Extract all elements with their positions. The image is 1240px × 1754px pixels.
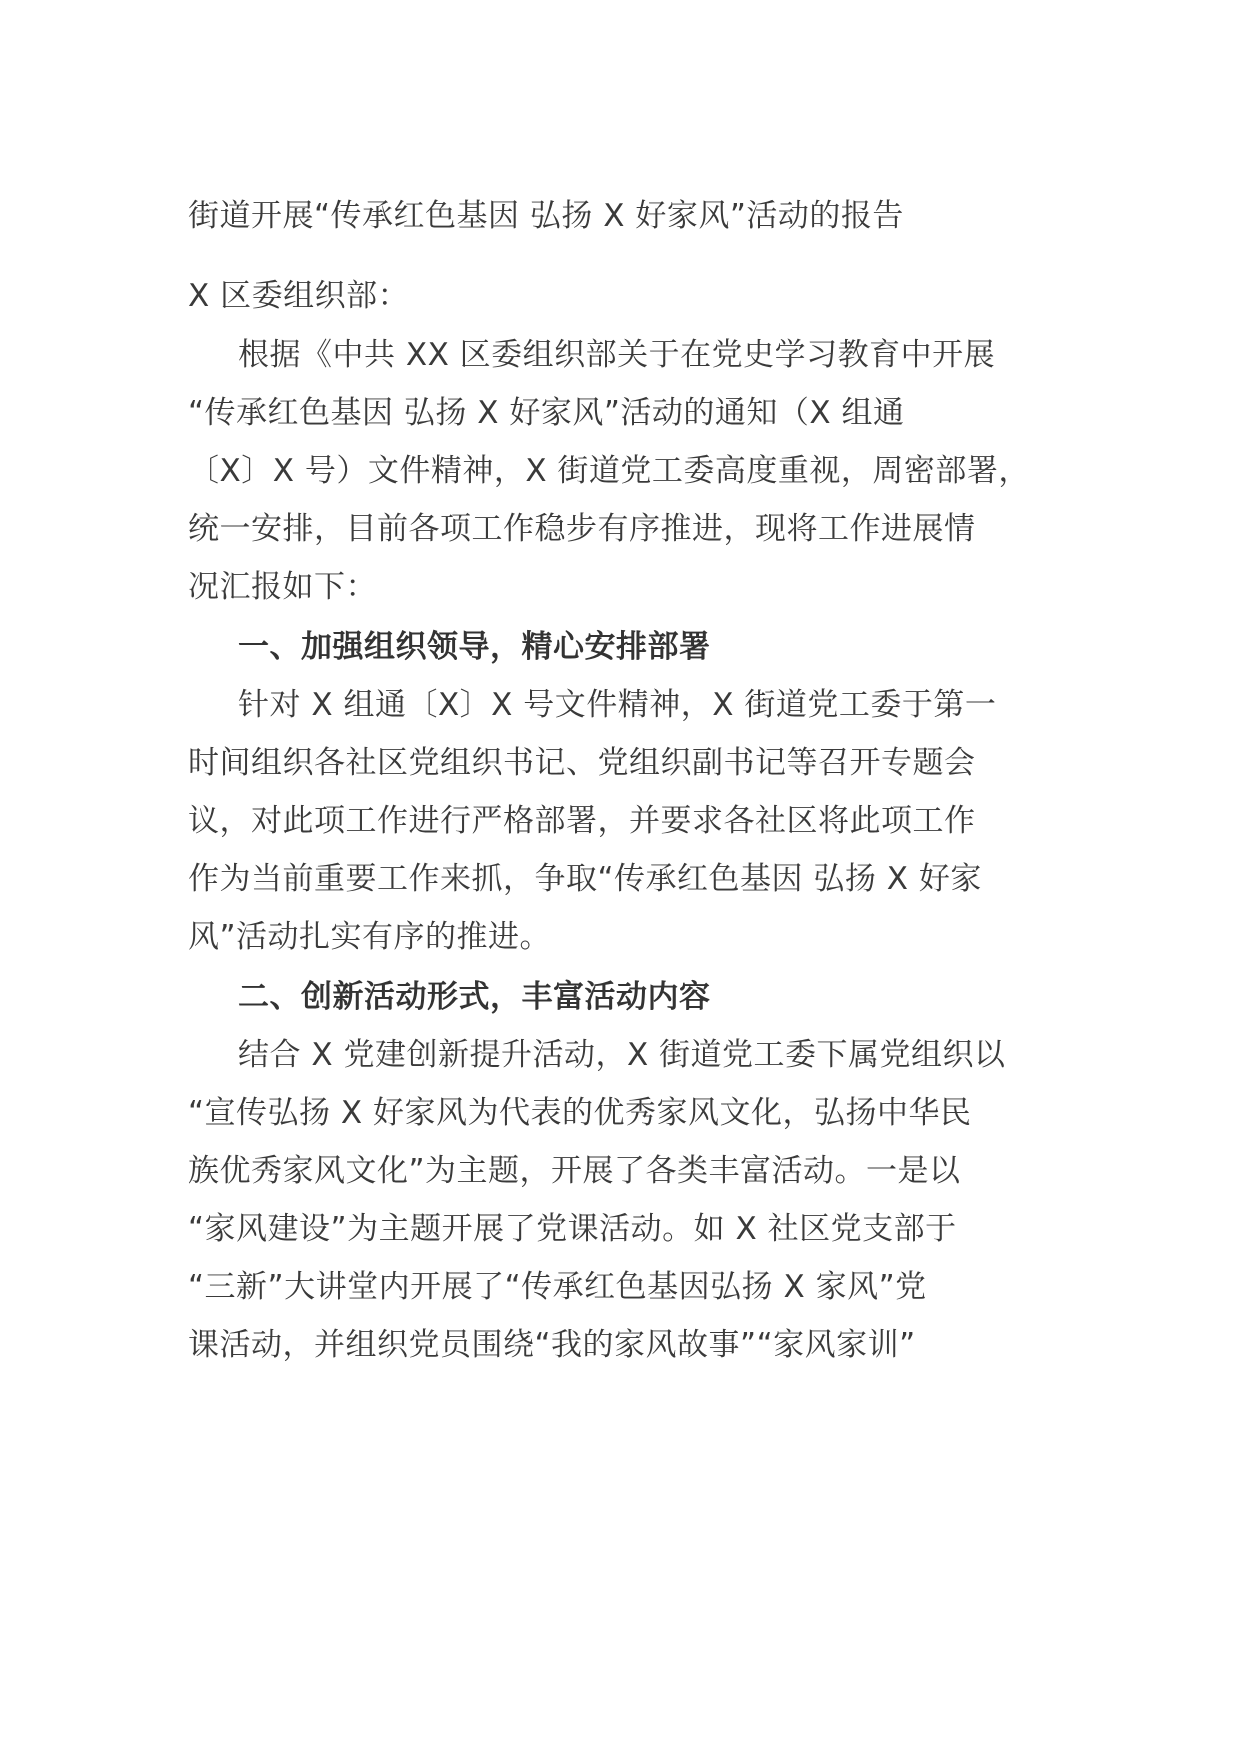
paragraph-2-line-4: 作为当前重要工作来抓，争取“传承红色基因 弘扬 X 好家 <box>188 861 982 897</box>
section-heading-1: 一、加强组织领导，精心安排部署 <box>238 629 711 665</box>
paragraph-1-line-1: 根据《中共 XX 区委组织部关于在党史学习教育中开展 <box>238 337 996 373</box>
paragraph-1-line-2: “传承红色基因 弘扬 X 好家风”活动的通知（X 组通 <box>188 395 905 431</box>
paragraph-1-line-5: 况汇报如下： <box>188 569 377 605</box>
paragraph-3-line-6: 课活动，并组织党员围绕“我的家风故事”“家风家训” <box>188 1327 916 1363</box>
paragraph-1-line-4: 统一安排，目前各项工作稳步有序推进，现将工作进展情 <box>188 511 976 547</box>
section-heading-2: 二、创新活动形式，丰富活动内容 <box>238 979 711 1015</box>
paragraph-3-line-3: 族优秀家风文化”为主题，开展了各类丰富活动。一是以 <box>188 1153 961 1189</box>
paragraph-1-line-3: 〔X〕X 号）文件精神，X 街道党工委高度重视，周密部署， <box>188 453 1030 489</box>
paragraph-2-line-3: 议，对此项工作进行严格部署，并要求各社区将此项工作 <box>188 803 976 839</box>
paragraph-2-line-2: 时间组织各社区党组织书记、党组织副书记等召开专题会 <box>188 745 976 781</box>
paragraph-3-line-1: 结合 X 党建创新提升活动，X 街道党工委下属党组织以 <box>238 1037 1006 1073</box>
document-title: 街道开展“传承红色基因 弘扬 X 好家风”活动的报告 <box>188 198 904 234</box>
paragraph-3-line-2: “宣传弘扬 X 好家风为代表的优秀家风文化，弘扬中华民 <box>188 1095 972 1131</box>
paragraph-3-line-4: “家风建设”为主题开展了党课活动。如 X 社区党支部于 <box>188 1211 957 1247</box>
salutation: X 区委组织部： <box>188 278 410 314</box>
paragraph-3-line-5: “三新”大讲堂内开展了“传承红色基因弘扬 X 家风”党 <box>188 1269 927 1305</box>
paragraph-2-line-1: 针对 X 组通〔X〕X 号文件精神，X 街道党工委于第一 <box>238 687 997 723</box>
paragraph-2-line-5: 风”活动扎实有序的推进。 <box>188 919 552 955</box>
